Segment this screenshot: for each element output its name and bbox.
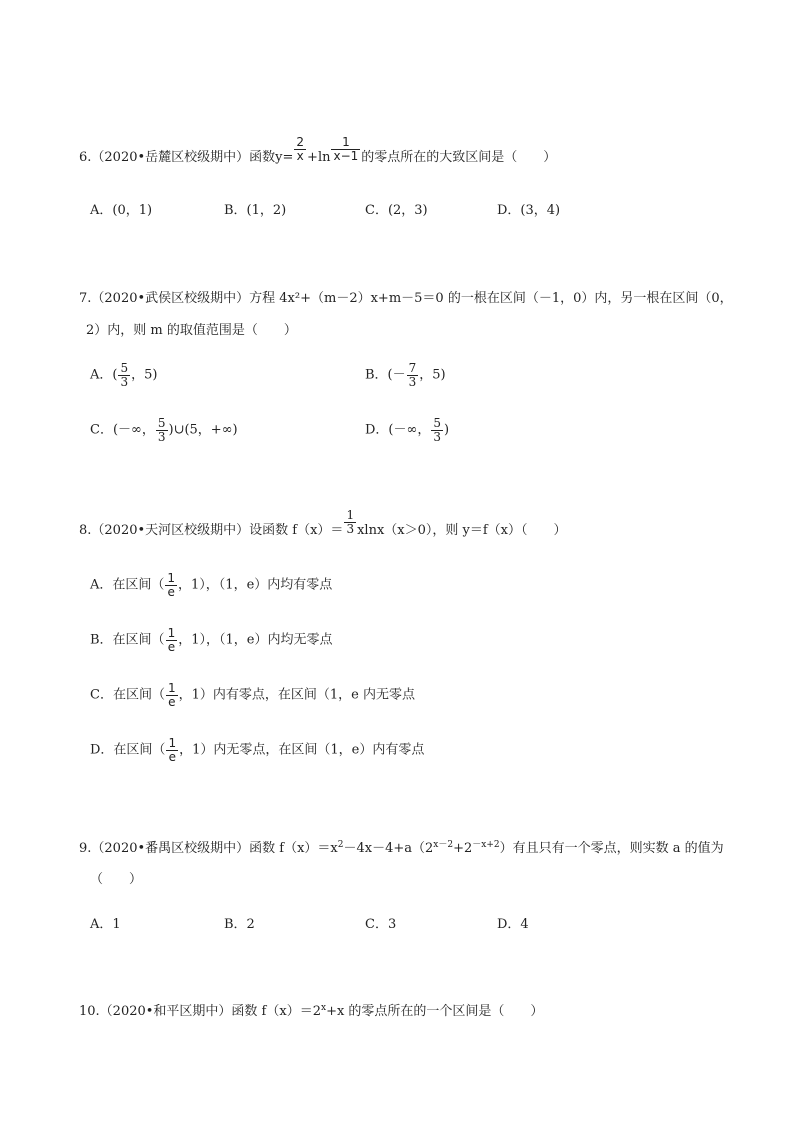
question-8-fraction [344,509,356,535]
fraction-numerator: 1 [167,626,176,640]
option-suffix: ，1）内有零点，在区间（1，e 内无零点 [178,687,415,703]
question-9-stem-prefix: 9.（2020•番禺区校级期中）函数 f（x）＝x [79,841,338,856]
option-prefix: A．在区间（ [90,577,165,593]
question-6-option-c[interactable]: C．(2，3) [365,203,428,218]
exponent: －x+2 [472,840,500,850]
question-6-option-d[interactable]: D．(3，4) [497,203,561,218]
question-9-option-a[interactable]: A．1 [90,917,121,932]
fraction-denominator: x [296,149,304,163]
fraction-denominator: 3 [120,374,129,389]
question-6-option-a[interactable]: A．(0，1) [90,203,153,218]
question-7-option-b[interactable] [365,362,446,388]
fraction-numerator: 1 [331,136,360,150]
option-suffix: ，5) [419,367,446,383]
question-7-stem-line-2: 2）内，则 m 的取值范围是（ ） [86,323,297,338]
fraction-denominator: 3 [346,522,355,536]
question-7-option-c[interactable] [90,417,238,443]
question-8-stem-prefix: 8.（2020•天河区校级期中）设函数 f（x）＝ [79,523,344,538]
fraction-denominator: e [167,639,176,654]
option-suffix: ，1），（1，e）内均有零点 [178,577,333,593]
option-prefix: C．在区间（ [90,687,165,703]
question-6-stem-prefix: 6.（2020•岳麓区校级期中）函数 [79,150,276,165]
fraction-numerator: 7 [408,361,417,375]
question-6-stem-suffix: 的零点所在的大致区间是（ ） [361,150,557,165]
fraction-numerator: 1 [167,681,176,695]
question-7-option-a[interactable] [90,362,157,388]
exponent: x－2 [433,840,454,850]
fraction-denominator: x−1 [333,149,359,163]
question-8-option-c[interactable] [90,682,415,708]
question-6-stem [79,135,557,165]
fraction-denominator: 3 [408,374,417,389]
question-10-stem [79,1005,543,1018]
fraction-denominator: 3 [157,429,166,444]
option-fraction [166,682,178,708]
question-6-fraction-2 [331,136,360,162]
question-9-option-c[interactable]: C．3 [365,917,397,932]
exponent: x [320,1003,327,1013]
question-8-stem [79,508,567,538]
option-suffix: ) [443,422,450,438]
option-suffix: ，5) [131,367,158,383]
option-fraction [165,572,177,598]
question-6-fraction-1 [294,136,306,162]
option-fraction [431,417,443,443]
fraction-numerator: 5 [157,416,166,430]
option-prefix: A．( [90,367,118,383]
question-9-stem-line-2: （ ） [90,872,143,887]
fraction-numerator: 5 [120,361,129,375]
fraction-denominator: e [168,694,176,709]
option-fraction [118,362,130,388]
question-9-stem-line-1 [79,842,724,855]
question-7-option-d[interactable] [365,417,449,443]
question-8-stem-suffix: xlnx（x＞0），则 y＝f（x）（ ） [357,523,567,538]
question-9-stem-middle-1: －4x－4+a（2 [343,841,434,856]
fraction-numerator: 1 [167,571,176,585]
option-suffix: ，1）内无零点，在区间（1，e）内有零点 [179,742,425,758]
exponent: 2 [337,840,344,850]
fraction-denominator: e [167,584,175,599]
question-10-stem-prefix: 10.（2020•和平区期中）函数 f（x）＝2 [79,1004,321,1019]
option-prefix: B．(－ [365,367,406,383]
option-fraction [166,627,178,653]
question-9-option-d[interactable]: D．4 [497,917,529,932]
question-9-stem-suffix: ）有且只有一个零点，则实数 a 的值为 [499,841,724,856]
option-fraction [407,362,419,388]
option-suffix: ，1），（1，e）内均无零点 [178,632,333,648]
fraction-denominator: 3 [433,429,441,444]
option-fraction [156,417,168,443]
option-prefix: D．(－∞， [365,422,431,438]
option-prefix: B．在区间（ [90,632,165,648]
option-prefix: D．在区间（ [90,742,166,758]
fraction-numerator: 2 [296,135,305,150]
fraction-numerator: 5 [433,416,441,430]
option-fraction [166,737,178,763]
question-10-stem-suffix: +x 的零点所在的一个区间是（ ） [326,1004,544,1019]
question-8-option-b[interactable] [90,627,332,653]
option-suffix: )∪(5，+∞) [168,422,238,438]
fraction-numerator: 1 [346,508,355,523]
question-6-y: y= [275,150,294,165]
question-6-ln: +ln [307,150,331,165]
question-9-stem-middle-2: +2 [453,841,473,856]
question-9-option-b[interactable]: B．2 [224,917,255,932]
question-6-option-b[interactable]: B．(1，2) [224,203,287,218]
fraction-denominator: e [168,749,176,764]
question-8-option-d[interactable] [90,737,424,763]
option-prefix: C．(－∞， [90,422,155,438]
question-8-option-a[interactable] [90,572,332,598]
fraction-numerator: 1 [168,736,177,750]
question-7-stem-line-1: 7.（2020•武侯区校级期中）方程 4x²+（m－2）x+m－5＝0 的一根在区间（－1，0）内，另一根在区间（0， [79,291,733,306]
